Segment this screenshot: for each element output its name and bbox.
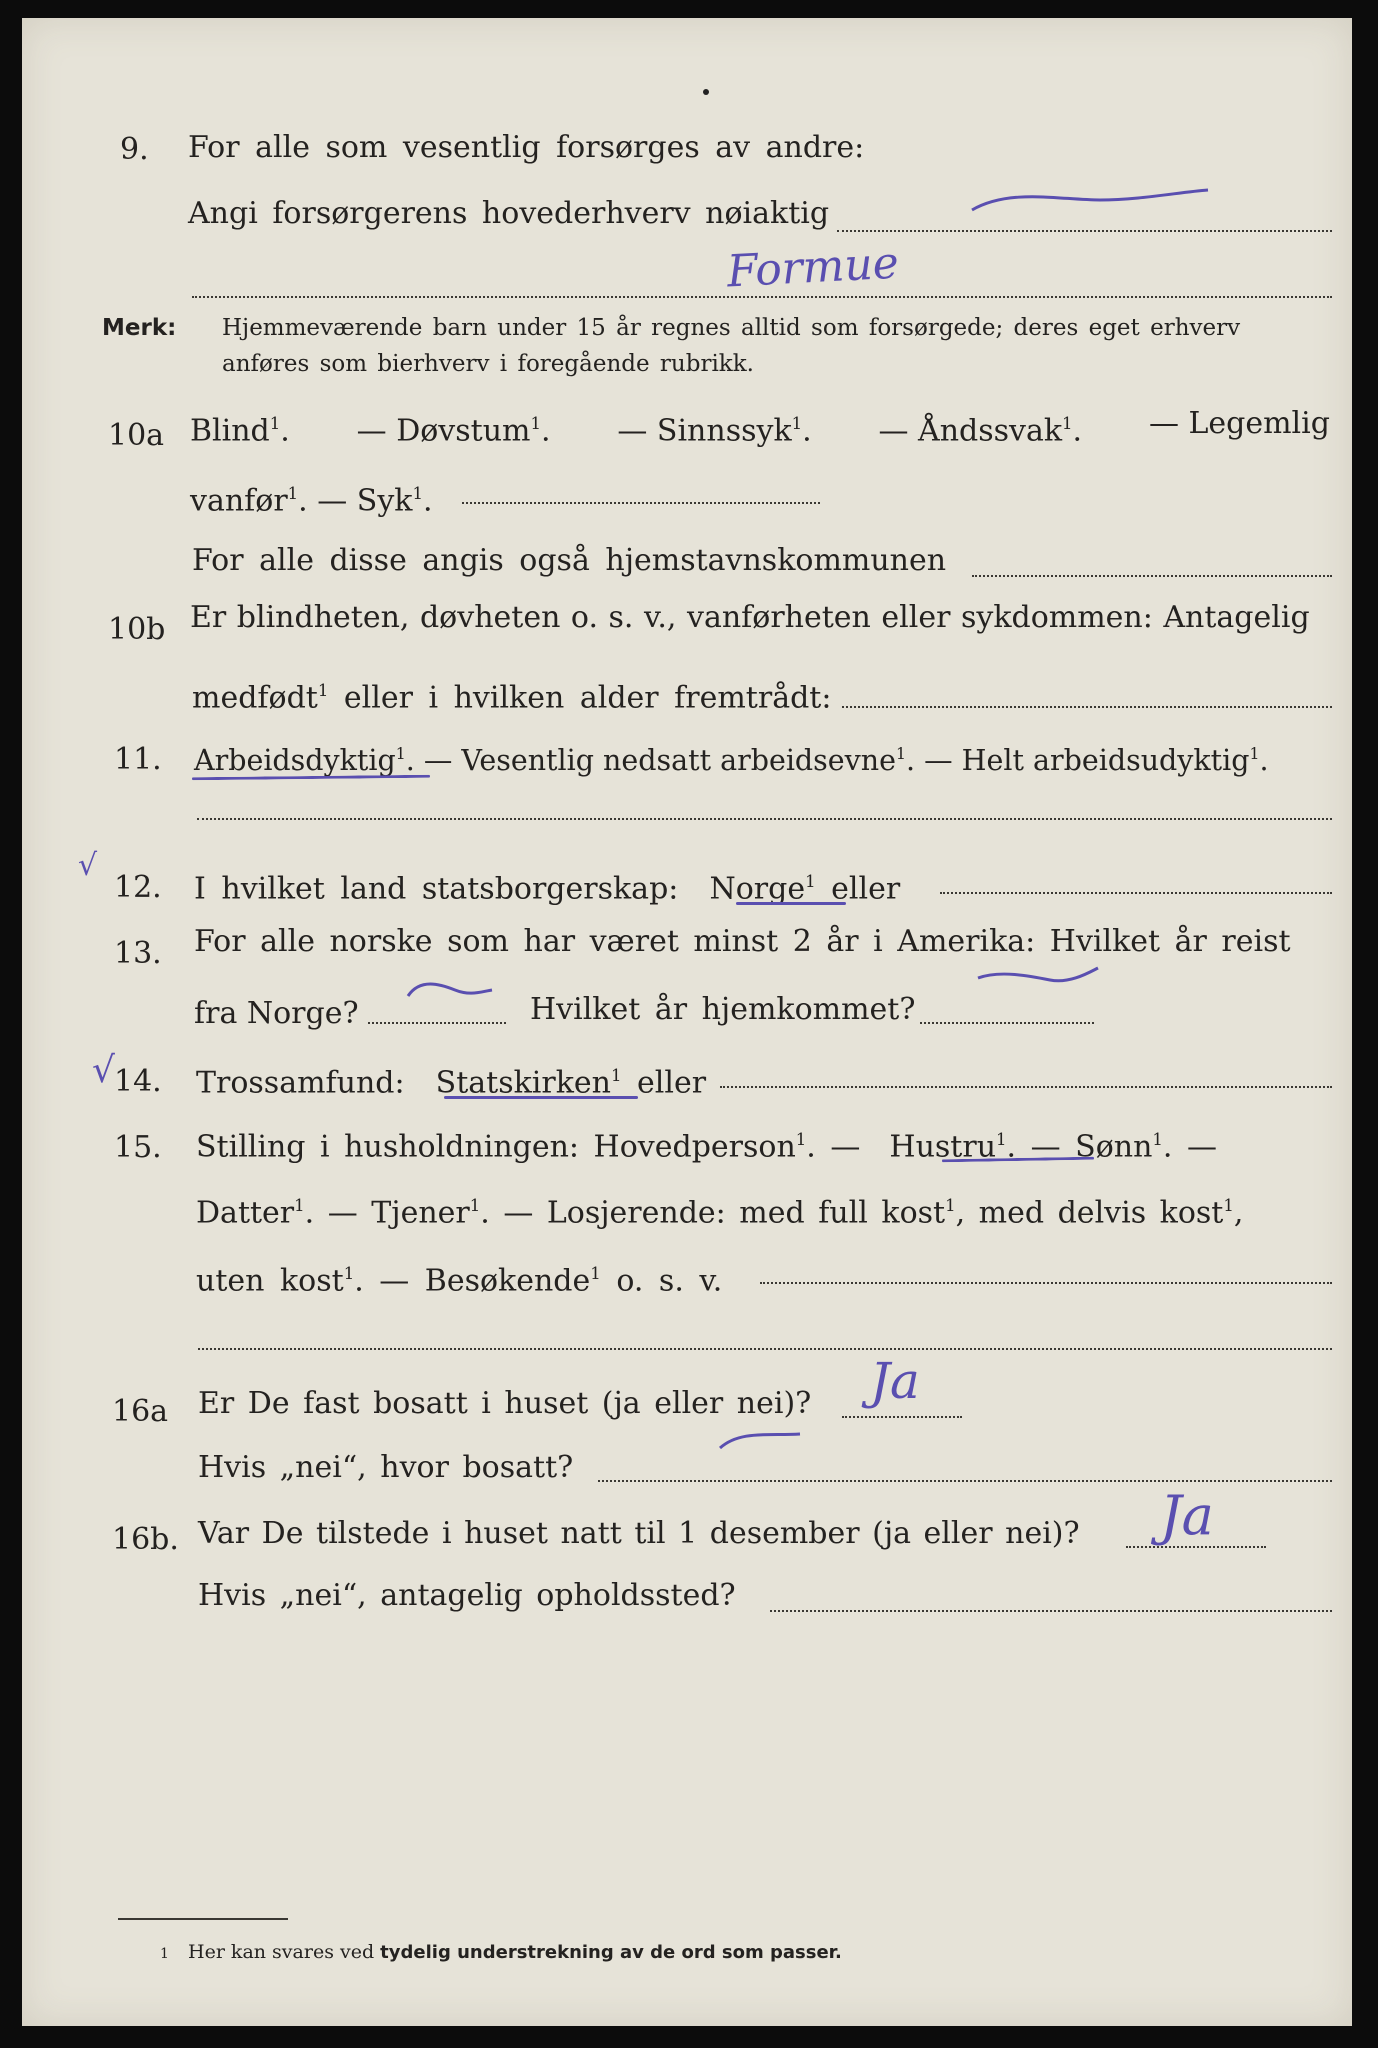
q11-line: Arbeidsdyktig$^1$. — Vesentlig nedsatt arbeidsevne$^1$. — Helt arbeidsudyktig$^1$. [194, 743, 1269, 777]
q10a-line3: For alle disse angis også hjemstavnskommunen [192, 543, 947, 578]
q15-option-hustru: Hustru [889, 1129, 997, 1165]
q12-option-norge: Norge [709, 871, 806, 907]
q16a-dash-stroke [720, 1434, 800, 1448]
page-dot [703, 89, 709, 95]
q13-line2b: Hvilket år hjemkommet? [530, 992, 916, 1027]
q9-line1: For alle som vesentlig forsørges av andre: [188, 130, 865, 165]
q16b-line1: Var De tilstede i huset natt til 1 desember (ja eller nei)? [198, 1516, 1080, 1551]
q10b-number: 10b [108, 612, 166, 647]
q10a-option-dovstum: — Døvstum$^1$. [356, 413, 551, 449]
q14-option-statskirken: Statskirken [435, 1065, 611, 1101]
footnote-text: Her kan svares ved tydelig understrekning av de ord som passer. [188, 1941, 842, 1963]
q9-line2: Angi forsørgerens hovederhverv nøiaktig [188, 196, 830, 231]
q9-handwritten-answer: Formue [725, 237, 900, 298]
q13-line1: For alle norske som har været minst 2 år i Amerika: Hvilket år reist [194, 924, 1291, 959]
q12-check-mark: √ [78, 848, 98, 883]
q16a-line1: Er De fast bosatt i huset (ja eller nei)? [198, 1386, 812, 1421]
q13-number: 13. [114, 936, 162, 971]
q9-number: 9. [120, 132, 149, 167]
q15-line3: uten kost$^1$. — Besøkende$^1$ o. s. v. [196, 1263, 723, 1299]
merk-line2: anføres som bierhverv i foregående rubrikk. [222, 351, 754, 377]
q16b-line2: Hvis „nei“, antagelig opholdssted? [198, 1578, 736, 1613]
q11-number: 11. [114, 742, 162, 777]
q10a-option-andssvak: — Åndssvak$^1$. [878, 413, 1083, 449]
q14-number: 14. [114, 1064, 162, 1099]
q15-number: 15. [114, 1130, 162, 1165]
q16a-handwritten-answer: Ja [870, 1352, 920, 1410]
q13-dash-stroke-2 [978, 968, 1098, 981]
q13-line2a: fra Norge? [194, 996, 359, 1031]
q12-number: 12. [114, 870, 162, 905]
q10b-line2: medfødt$^1$ eller i hvilken alder fremtrådt: [192, 680, 832, 716]
merk-label: Merk: [102, 315, 177, 341]
q10a-option-blind: Blind$^1$. [190, 413, 290, 449]
q9-dash-stroke [972, 190, 1208, 210]
q16a-line2: Hvis „nei“, hvor bosatt? [198, 1450, 574, 1485]
q12-line: I hvilket land statsborgerskap: Norge$^1$ eller [194, 871, 901, 907]
q16b-number: 16b. [112, 1522, 179, 1557]
q10b-line1: Er blindheten, døvheten o. s. v., vanførheten eller sykdommen: Antagelig [190, 600, 1310, 635]
q14-check-mark: √ [92, 1050, 115, 1091]
q16b-handwritten-answer: Ja [1160, 1484, 1214, 1547]
q16a-number: 16a [112, 1394, 169, 1429]
q10a-option-sinnssyk: — Sinnssyk$^1$. [617, 413, 812, 449]
q10a-option-legemlig: — Legemlig [1148, 406, 1330, 441]
q10a-number: 10a [108, 418, 165, 453]
q10a-line2: vanfør$^1$. — Syk$^1$. [190, 483, 433, 519]
merk-line1: Hjemmeværende barn under 15 år regnes alltid som forsørgede; deres eget erhverv [222, 315, 1241, 341]
q14-line: Trossamfund: Statskirken$^1$ eller [196, 1065, 707, 1101]
q13-dash-stroke-1 [408, 984, 492, 996]
q15-line2: Datter$^1$. — Tjener$^1$. — Losjerende: med full kost$^1$, med delvis kost$^1$, [196, 1195, 1244, 1231]
footnote-mark: 1 [160, 1946, 169, 1962]
q15-line1: Stilling i husholdningen: Hovedperson$^1$. — Hustru$^1$. — Sønn$^1$. — [196, 1129, 1217, 1165]
